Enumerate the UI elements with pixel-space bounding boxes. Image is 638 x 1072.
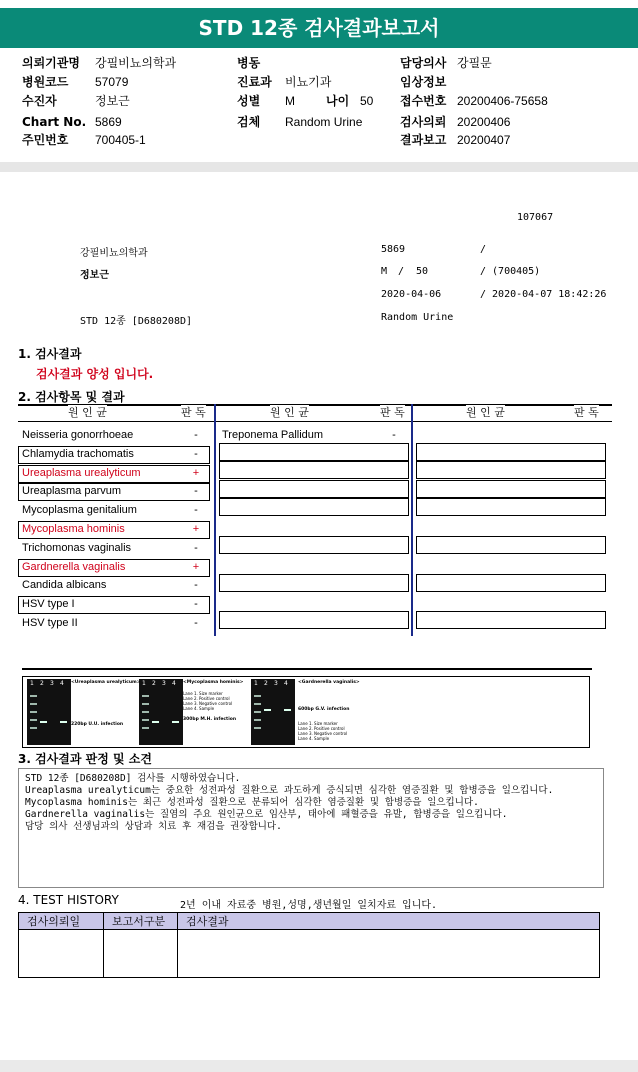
gel-lane-number: 1 [254, 680, 258, 687]
reported-label: 결과보고 [400, 133, 447, 147]
age-value: 50 [360, 94, 374, 108]
gel1-result: 220bp U.U. infection [71, 722, 124, 727]
gel-marker-band [30, 719, 37, 721]
gel-sample-band [152, 721, 159, 723]
reception-label: 접수번호 [400, 94, 447, 108]
report-id: / (700405) [480, 266, 541, 277]
chart-value: 5869 [95, 115, 122, 129]
gel-legend-line: Lane 1. Size marker [298, 721, 338, 726]
comment-line: 담당 의사 선생님과의 상담과 치료 후 재검을 권장합니다. [25, 821, 282, 832]
gel-lane-number: 3 [162, 680, 166, 687]
comment-line: Ureaplasma urealyticum는 중요한 성전파성 질환으로 과도하게 증식되면 심각한 염증질환 및 합병증을 일으킵니다. [25, 785, 554, 796]
item-name: Candida albicans [22, 579, 107, 592]
report-hospital: 강필비뇨의학과 [80, 248, 148, 259]
item-name: Trichomonas vaginalis [22, 541, 132, 554]
empty-result-box [416, 480, 606, 498]
gel-legend-line: Lane 2. Positive control [183, 696, 230, 701]
item-mark: - [194, 504, 198, 517]
item-mark: + [192, 560, 200, 573]
report-patient: 정보근 [80, 270, 109, 281]
chart-label: Chart No. [22, 115, 87, 129]
doctor-label: 담당의사 [400, 56, 447, 70]
empty-result-box [416, 443, 606, 461]
gel-legend-line: Lane 2. Positive control [298, 726, 345, 731]
gel2-result: 300bp M.H. infection [183, 717, 237, 722]
comment-box [18, 768, 604, 888]
item-name: HSV type I [22, 598, 75, 611]
dept-value: 비뇨기과 [285, 75, 332, 89]
empty-result-box [219, 574, 409, 592]
code-value: 57079 [95, 75, 129, 89]
gel3-title: <Gardnerella vaginalis> [298, 680, 360, 685]
gel-sample-band [284, 709, 291, 711]
col-judge-2: 판 독 [380, 406, 405, 419]
gel-legend-line: Lane 4. Sample [183, 706, 215, 711]
gel-legend-line: Lane 3. Negative control [298, 731, 348, 736]
gel-marker-band [142, 695, 149, 697]
sex-label: 성별 [237, 94, 261, 108]
age-label: 나이 [326, 94, 350, 108]
item-name: Mycoplasma hominis [22, 523, 125, 535]
gel-sample-band [264, 709, 271, 711]
bottom-bar [0, 1060, 638, 1072]
item-name: Mycoplasma genitalium [22, 504, 137, 517]
gel-marker-band [254, 727, 261, 729]
report-slash: / [480, 244, 487, 255]
empty-result-box [219, 536, 409, 554]
history-col-type: 보고서구분 [104, 913, 178, 930]
item-name: HSV type II [22, 617, 78, 629]
gel-legend-line: Lane 3. Negative control [183, 701, 233, 706]
report-sex: M [381, 266, 388, 277]
history-note: 2년 이내 자료중 병원,성명,생년월일 일치자료 입니다. [180, 900, 438, 911]
empty-result-box [416, 461, 606, 479]
section1-title: 1. 검사결과 [18, 347, 82, 361]
gel-lane-number: 1 [142, 680, 146, 687]
reported-value: 20200407 [457, 133, 511, 147]
requested-value: 20200406 [457, 115, 511, 129]
gel-lane-number: 1 [30, 680, 34, 687]
comment-line: STD 12종 [D680208D] 검사를 시행하였습니다. [25, 773, 241, 784]
specimen-label: 검체 [237, 115, 261, 129]
empty-result-box [416, 574, 606, 592]
result-summary: 검사결과 양성 입니다. [36, 367, 154, 381]
empty-result-box [219, 443, 409, 461]
comment-line: Mycoplasma hominis는 최근 성전파성 질환으로 분류되어 심각한 염증질환 및 합병증을 일으킵니다. [25, 797, 479, 808]
empty-result-box [219, 498, 409, 516]
item-name: Ureaplasma urealyticum [22, 466, 141, 479]
doctor-value: 강필문 [457, 56, 492, 70]
gel-marker-band [142, 703, 149, 705]
history-header-row [19, 913, 600, 930]
item-name: Gardnerella vaginalis [22, 560, 126, 573]
col-organism-2: 원 인 균 [270, 406, 309, 419]
gel-marker-band [30, 703, 37, 705]
gel-marker-band [254, 695, 261, 697]
gel-lane-number: 4 [172, 680, 176, 687]
report-number: 107067 [517, 212, 554, 223]
specimen-value: Random Urine [285, 115, 363, 129]
item-name: Neisseria gonorrhoeae [22, 429, 134, 441]
history-cell [19, 930, 104, 978]
requested-label: 검사의뢰 [400, 115, 447, 129]
hospital-label: 의뢰기관명 [22, 56, 80, 70]
table-top-rule [18, 404, 612, 406]
item-mark-treponema: - [392, 429, 396, 441]
report-slash-2: / [398, 266, 405, 277]
item-mark: - [194, 447, 198, 460]
item-mark: + [192, 466, 200, 479]
item-mark: - [194, 598, 198, 611]
gel-sample-band [40, 721, 47, 723]
gel-marker-band [254, 711, 261, 713]
col-organism-1: 원 인 균 [68, 406, 107, 419]
report-title: STD 12종 검사결과보고서 [0, 8, 638, 48]
section3-title: 3. 검사결과 판정 및 소견 [18, 752, 152, 766]
gel-lane-number: 2 [152, 680, 156, 687]
gel-marker-band [254, 719, 261, 721]
gel3-result: 600bp G.V. infection [298, 707, 350, 712]
report-test: STD 12종 [D680208D] [80, 316, 193, 327]
empty-result-box [219, 611, 409, 629]
section2-title: 2. 검사항목 및 결과 [18, 390, 125, 404]
col-judge-1: 판 독 [181, 406, 206, 419]
item-name: Ureaplasma parvum [22, 485, 122, 498]
report-age: 50 [416, 266, 429, 277]
empty-result-box [416, 536, 606, 554]
reception-value: 20200406-75658 [457, 94, 548, 108]
gel-top-rule [22, 668, 592, 670]
empty-result-box [416, 611, 606, 629]
gel-lane-number: 4 [284, 680, 288, 687]
gel1-title: <Ureaplasma urealyticum> [71, 680, 141, 685]
report-date-report: / 2020-04-07 18:42:26 [480, 289, 607, 300]
gel-electrophoresis-panel [22, 676, 590, 748]
table-header-rule [18, 421, 612, 422]
gel-lane-number: 2 [264, 680, 268, 687]
item-mark: - [194, 579, 198, 592]
item-mark: - [194, 429, 198, 441]
item-mark: - [194, 485, 198, 498]
hospital-value: 강필비뇨의학과 [95, 56, 177, 70]
report-chart: 5869 [381, 244, 406, 255]
item-name-treponema: Treponema Pallidum [222, 429, 324, 441]
history-row [19, 930, 600, 978]
item-mark: - [194, 541, 198, 554]
history-cell [104, 930, 178, 978]
dept-label: 진료과 [237, 75, 272, 89]
item-name: Chlamydia trachomatis [22, 447, 134, 460]
id-value: 700405-1 [95, 133, 146, 147]
gel-sample-band [60, 721, 67, 723]
column-separator [214, 404, 216, 636]
gel-lane-number: 3 [50, 680, 54, 687]
empty-result-box [219, 480, 409, 498]
section4-title: 4. TEST HISTORY [18, 893, 119, 907]
gel-marker-band [142, 719, 149, 721]
gel-sample-band [172, 721, 179, 723]
gel-marker-band [30, 711, 37, 713]
gel-marker-band [142, 727, 149, 729]
gel-lane-number: 2 [40, 680, 44, 687]
id-label: 주민번호 [22, 133, 69, 147]
gel-marker-band [30, 727, 37, 729]
sex-value: M [285, 94, 295, 108]
comment-line: Gardnerella vaginalis는 질염의 주요 원인균으로 임산부, 태아에 패혈증을 유발, 합병증을 일으킵니다. [25, 809, 508, 820]
col-judge-3: 판 독 [574, 406, 599, 419]
empty-result-box [416, 498, 606, 516]
history-col-result: 검사결과 [178, 913, 600, 930]
gel-lane-number: 4 [60, 680, 64, 687]
report-header [0, 52, 638, 164]
col-organism-3: 원 인 균 [466, 406, 505, 419]
patient-value: 정보근 [95, 94, 130, 108]
gel-legend-line: Lane 4. Sample [298, 736, 330, 741]
gel-legend-line: Lane 1. Size marker [183, 691, 223, 696]
header-divider [0, 162, 638, 172]
gel-lane-number: 3 [274, 680, 278, 687]
item-mark: + [192, 523, 200, 535]
code-label: 병원코드 [22, 75, 69, 89]
history-table [18, 912, 600, 978]
clinical-label: 임상정보 [400, 75, 447, 89]
item-mark: - [194, 617, 198, 629]
gel-marker-band [30, 695, 37, 697]
column-separator [411, 404, 413, 636]
gel2-title: <Mycoplasma hominis> [183, 680, 244, 685]
empty-result-box [219, 461, 409, 479]
patient-label: 수진자 [22, 94, 57, 108]
report-date-request: 2020-04-06 [381, 289, 442, 300]
history-cell [178, 930, 600, 978]
history-col-request: 검사의뢰일 [19, 913, 104, 930]
ward-label: 병동 [237, 56, 261, 70]
gel-marker-band [254, 703, 261, 705]
gel-marker-band [142, 711, 149, 713]
report-specimen: Random Urine [381, 312, 454, 323]
